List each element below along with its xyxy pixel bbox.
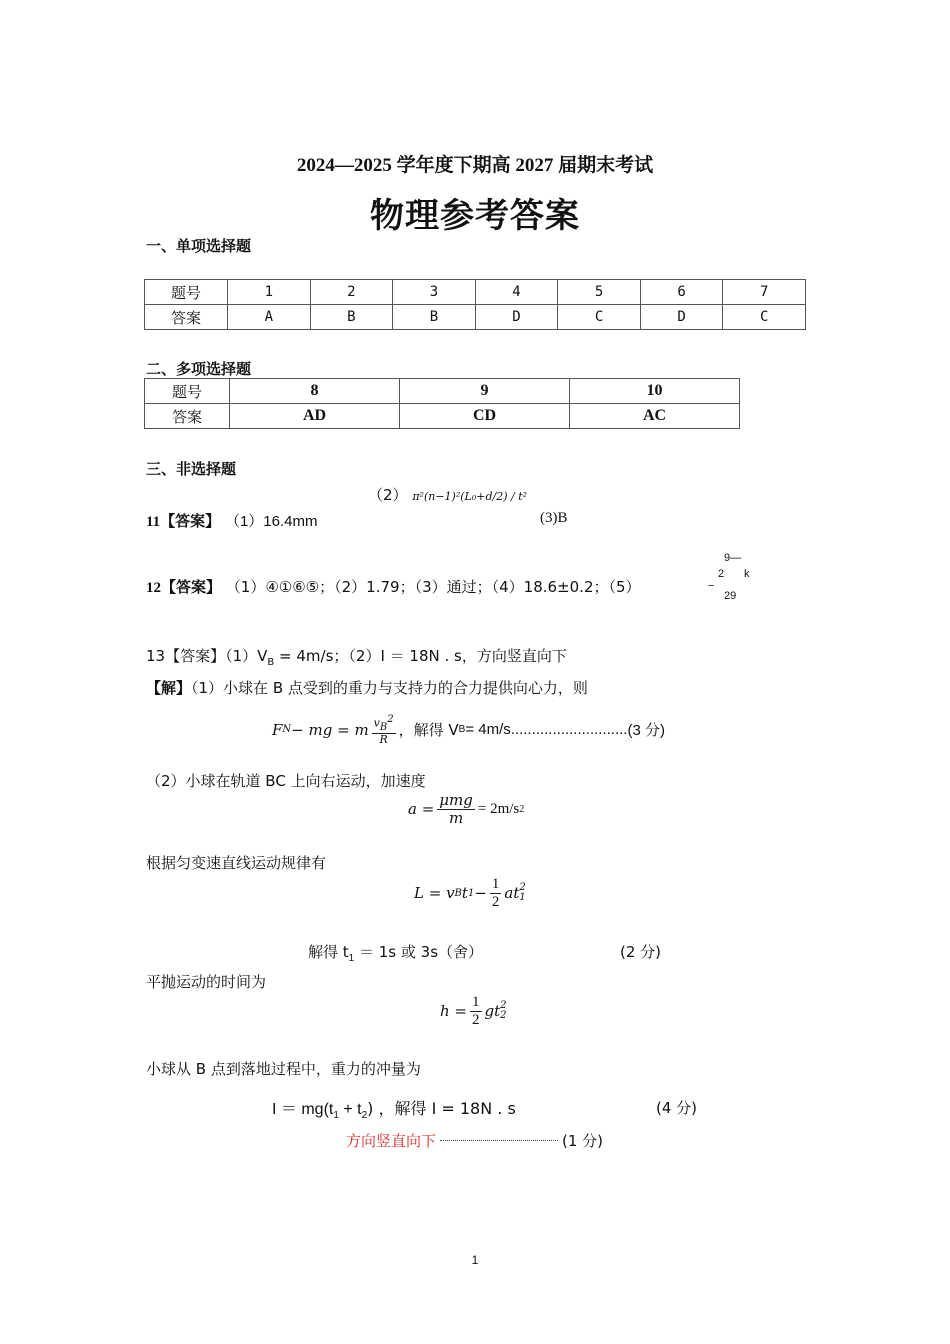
answer-cell: B — [310, 305, 393, 330]
row-label-number: 题号 — [145, 379, 230, 404]
eq1-num-sub: B — [379, 721, 388, 733]
eq5-score: (4 分) — [656, 1099, 698, 1117]
table-row — [145, 379, 740, 404]
q12-label: 12【答案】 — [146, 580, 222, 596]
direction-score: (1 分) — [562, 1132, 604, 1150]
question-number: 8 — [230, 379, 400, 404]
section1-heading: 一、单项选择题 — [146, 237, 252, 255]
answer-cell: CD — [400, 404, 570, 429]
q12-p5-bottom: 29 — [724, 590, 737, 602]
equation-2 — [408, 792, 524, 826]
eq1-lhs: F — [272, 720, 283, 739]
eq3-num: 1 — [491, 876, 500, 892]
eq1-score: (3 分) — [627, 722, 665, 740]
impulse-text: 小球从 B 点到落地过程中，重力的冲量为 — [146, 1060, 421, 1078]
eq2-den: m — [448, 808, 464, 827]
page-number: 1 — [471, 1253, 479, 1267]
q11-part2-formula: π²(n−1)²(L₀+d/2) / t² — [412, 490, 528, 503]
q11-label: 11【答案】 — [146, 514, 221, 530]
jie-label: 【解】 — [146, 679, 192, 697]
row-label-answer: 答案 — [145, 305, 228, 330]
part2-text: （2）小球在轨道 BC 上向右运动，加速度 — [146, 772, 426, 790]
eq4-den: 2 — [472, 1011, 480, 1028]
q13-answer — [146, 645, 567, 668]
eq5-b: + t — [338, 1101, 362, 1118]
answer-cell: C — [558, 305, 641, 330]
multi-choice-table — [144, 378, 740, 429]
q11-part2 — [368, 484, 527, 505]
answer-cell: AC — [570, 404, 740, 429]
row-label-number: 题号 — [145, 280, 228, 305]
eq3-tail-sup: 2 — [519, 882, 526, 893]
question-number: 3 — [393, 280, 476, 305]
direction-line — [346, 1130, 603, 1151]
answer-cell: B — [393, 305, 476, 330]
solve-sub: 1 — [348, 953, 355, 964]
equation-3 — [414, 876, 526, 910]
solve-prefix: 解得 t — [308, 943, 349, 961]
question-number: 10 — [570, 379, 740, 404]
answer-cell: AD — [230, 404, 400, 429]
q12-p5-k: k — [744, 568, 750, 580]
eq4-num: 1 — [472, 994, 480, 1010]
eq4-tail-sub: 2 — [500, 1010, 507, 1021]
single-choice-table — [144, 279, 806, 330]
eq2-lhs: a = — [408, 800, 435, 818]
q12-p5-exp: 2 — [718, 568, 725, 580]
eq3-sub2: 1 — [467, 887, 475, 899]
jie-text: （1）小球在 B 点受到的重力与支持力的合力提供向心力，则 — [191, 679, 588, 697]
eq4-fraction — [470, 994, 482, 1028]
eq3-tail: at — [504, 884, 520, 902]
eq4-lhs: h = — [440, 1002, 467, 1020]
eq1-fraction — [372, 714, 396, 746]
section3-heading: 三、非选择题 — [146, 460, 237, 478]
solve-text: ＝ 1s 或 3s（舍） — [354, 943, 484, 961]
eq3-fraction — [490, 876, 502, 910]
eq1-sub: N — [282, 724, 292, 736]
question-number: 1 — [228, 280, 311, 305]
q13-sub-b: B — [267, 657, 275, 668]
direction-text: 方向竖直向下 — [346, 1132, 437, 1150]
eq3-sub1: B — [454, 887, 462, 899]
question-number: 6 — [640, 280, 723, 305]
eq3-mid: t — [461, 884, 468, 902]
eq5-a: I ＝ mg(t — [272, 1101, 334, 1118]
question-number: 2 — [310, 280, 393, 305]
q12-answer — [146, 576, 641, 597]
projectile-text: 平抛运动的时间为 — [146, 973, 267, 991]
equation-5 — [272, 1096, 516, 1121]
dotted-leader — [440, 1140, 558, 1141]
q12-p5-minus: − — [708, 580, 715, 592]
q11-part3: (3)B — [540, 510, 568, 526]
eq1-result-sub: B — [458, 724, 466, 736]
eq5-sub2: 2 — [361, 1110, 368, 1122]
eq1-mid: − mg = m — [291, 720, 369, 739]
law-text: 根据匀变速直线运动规律有 — [146, 854, 327, 872]
solve-score: (2 分) — [620, 943, 662, 961]
eq3-tail-sub: 1 — [519, 892, 526, 903]
eq2-num: μmg — [439, 791, 473, 809]
q12-text: （1）④①⑥⑤；（2）1.79；（3）通过；（4）18.6±0.2；（5） — [225, 578, 641, 596]
question-number: 9 — [400, 379, 570, 404]
question-number: 4 — [475, 280, 558, 305]
eq1-result-prefix: ，解得 V — [398, 721, 459, 740]
page-title: 物理参考答案 — [370, 196, 580, 236]
q13-text-1: （1）V — [225, 647, 268, 665]
question-number: 7 — [723, 280, 806, 305]
eq1-num-sup: 2 — [387, 714, 394, 725]
eq2-fraction — [437, 792, 475, 826]
question-number: 5 — [558, 280, 641, 305]
q13-label: 13【答案】 — [146, 647, 226, 665]
q11-part2-prefix: （2） — [368, 486, 408, 504]
eq1-den: R — [379, 732, 388, 746]
eq5-sub1: 1 — [333, 1110, 339, 1122]
answer-cell: C — [723, 305, 806, 330]
table-row — [145, 404, 740, 429]
eq1-dots: ............................ — [510, 721, 628, 739]
solve-t1 — [308, 941, 483, 964]
answer-cell: D — [475, 305, 558, 330]
table-row — [145, 280, 806, 305]
eq4-tail: gt — [484, 1002, 501, 1020]
answer-cell: A — [228, 305, 311, 330]
q11-answer — [146, 510, 318, 531]
eq4-tail-sup: 2 — [500, 1000, 507, 1011]
eq2-rhs: = 2m/s — [477, 800, 520, 817]
q12-p5-top: 9— — [724, 552, 742, 564]
equation-4 — [440, 994, 507, 1028]
q13-text-2: = 4m/s；（2）I ＝ 18N . s，方向竖直向下 — [274, 647, 567, 665]
q11-part1: （1）16.4mm — [224, 513, 318, 530]
eq3-den: 2 — [491, 893, 500, 910]
row-label-answer: 答案 — [145, 404, 230, 429]
eq5-c: ) ，解得 I = 18N . s — [367, 1099, 516, 1118]
table-row — [145, 305, 806, 330]
q13-solution — [146, 677, 588, 698]
section2-heading: 二、多项选择题 — [146, 360, 252, 378]
eq3-lhs: L = v — [414, 884, 455, 902]
eq3-minus: − — [474, 884, 487, 902]
exam-title: 2024—2025 学年度下期高 2027 届期末考试 — [296, 155, 654, 176]
answer-cell: D — [640, 305, 723, 330]
equation-1 — [272, 714, 665, 746]
eq2-sup: 2 — [519, 803, 525, 815]
eq1-num: v — [373, 716, 380, 730]
eq1-result: = 4m/s — [465, 721, 511, 739]
